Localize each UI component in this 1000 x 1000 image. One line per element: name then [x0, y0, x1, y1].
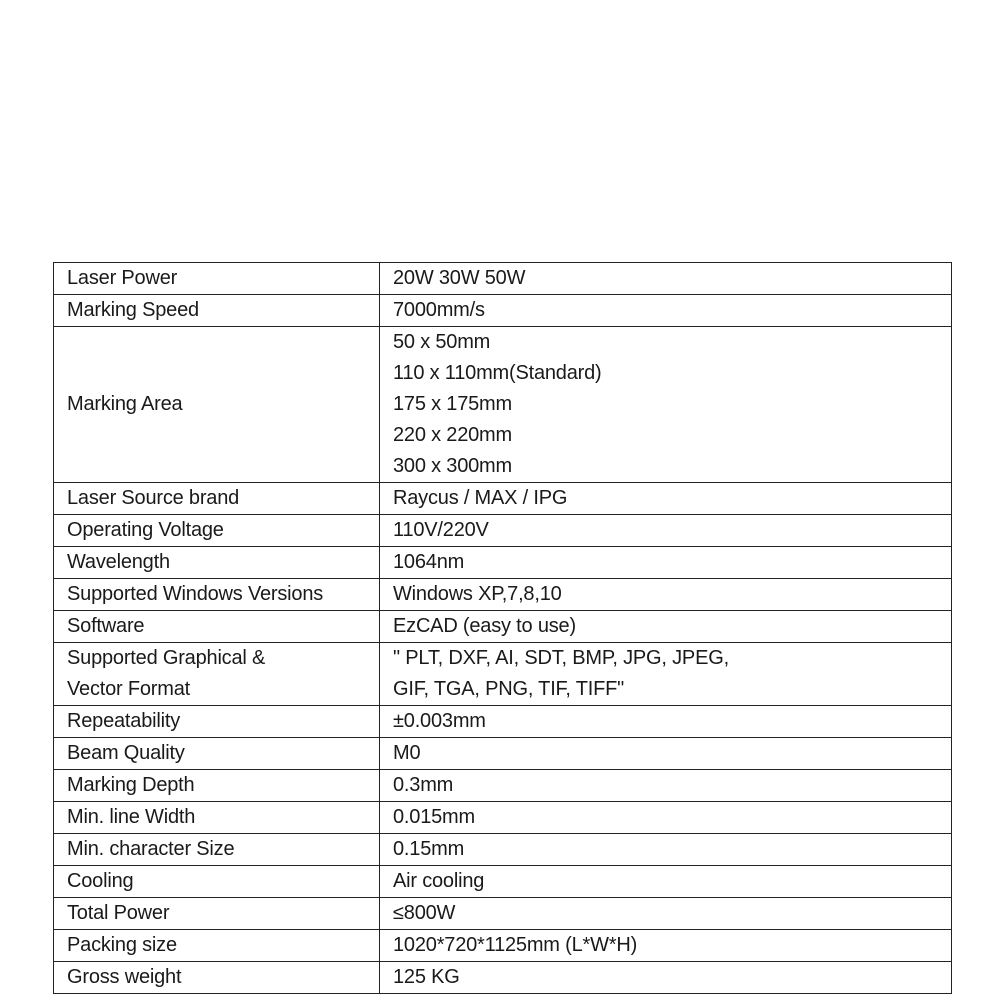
spec-label-cell: [54, 547, 380, 579]
spec-label: Supported Graphical &: [67, 647, 266, 669]
spec-row: [54, 866, 952, 898]
spec-label: Packing size: [67, 934, 177, 956]
spec-row: [54, 802, 952, 834]
spec-value: GIF, TGA, PNG, TIF, TIFF": [393, 678, 625, 700]
spec-value-cell: [380, 579, 952, 611]
spec-value: 50 x 50mm: [393, 331, 491, 353]
spec-value-cell: [380, 930, 952, 962]
spec-value: ≤800W: [393, 902, 456, 924]
spec-value-cell: [380, 295, 952, 327]
spec-label: Software: [67, 615, 145, 637]
spec-value: 1020*720*1125mm (L*W*H): [393, 934, 638, 956]
spec-row: [54, 611, 952, 643]
spec-label: Vector Format: [67, 678, 190, 700]
spec-label: Min. character Size: [67, 838, 235, 860]
spec-row: [54, 738, 952, 770]
spec-label: Beam Quality: [67, 742, 185, 764]
spec-label-cell: [54, 295, 380, 327]
spec-label: Min. line Width: [67, 806, 196, 828]
spec-row: [54, 898, 952, 930]
spec-value: 175 x 175mm: [393, 393, 512, 415]
spec-value: ±0.003mm: [393, 710, 486, 732]
spec-value-cell: [380, 547, 952, 579]
spec-row: [54, 515, 952, 547]
spec-label: Laser Source brand: [67, 487, 240, 509]
spec-row: [54, 547, 952, 579]
spec-value: 0.015mm: [393, 806, 475, 828]
spec-value: Air cooling: [393, 870, 485, 892]
spec-value: Windows XP,7,8,10: [393, 583, 562, 605]
spec-label-cell: [54, 930, 380, 962]
spec-value-cell: [380, 515, 952, 547]
spec-row: [54, 770, 952, 802]
spec-value-cell: [380, 327, 952, 483]
spec-label-cell: [54, 327, 380, 483]
spec-label: Marking Area: [67, 393, 183, 415]
spec-label-cell: [54, 738, 380, 770]
spec-value: 20W 30W 50W: [393, 267, 526, 289]
spec-value-cell: [380, 611, 952, 643]
spec-value-cell: [380, 898, 952, 930]
spec-label: Laser Power: [67, 267, 178, 289]
spec-label: Supported Windows Versions: [67, 583, 324, 605]
spec-label-cell: [54, 962, 380, 994]
spec-value: 300 x 300mm: [393, 455, 512, 477]
spec-value-cell: [380, 706, 952, 738]
spec-row: [54, 327, 952, 483]
spec-table-body: [54, 263, 952, 994]
spec-value: M0: [393, 742, 421, 764]
spec-label-cell: [54, 579, 380, 611]
spec-label-cell: [54, 483, 380, 515]
spec-label: Repeatability: [67, 710, 181, 732]
spec-label: Gross weight: [67, 966, 182, 988]
spec-value-cell: [380, 738, 952, 770]
spec-value-cell: [380, 770, 952, 802]
spec-value: 1064nm: [393, 551, 465, 573]
spec-value-cell: [380, 962, 952, 994]
spec-label-cell: [54, 515, 380, 547]
spec-value-cell: [380, 866, 952, 898]
spec-label-cell: [54, 898, 380, 930]
spec-value: 220 x 220mm: [393, 424, 512, 446]
spec-row: [54, 579, 952, 611]
spec-value: 7000mm/s: [393, 299, 485, 321]
spec-label: Marking Speed: [67, 299, 199, 321]
spec-row: [54, 483, 952, 515]
spec-label-cell: [54, 866, 380, 898]
spec-value-cell: [380, 263, 952, 295]
spec-value-cell: [380, 483, 952, 515]
spec-label: Marking Depth: [67, 774, 195, 796]
spec-row: [54, 834, 952, 866]
spec-label: Operating Voltage: [67, 519, 224, 541]
spec-value-cell: [380, 834, 952, 866]
spec-row: [54, 930, 952, 962]
spec-label-cell: [54, 263, 380, 295]
spec-label-cell: [54, 770, 380, 802]
spec-value: 0.15mm: [393, 838, 465, 860]
spec-row: [54, 263, 952, 295]
spec-value: Raycus / MAX / IPG: [393, 487, 568, 509]
spec-value: 0.3mm: [393, 774, 454, 796]
spec-label-cell: [54, 611, 380, 643]
spec-value-cell: [380, 643, 952, 706]
spec-value: 110V/220V: [393, 519, 489, 541]
spec-row: [54, 706, 952, 738]
spec-table: [53, 262, 952, 994]
spec-label: Wavelength: [67, 551, 170, 573]
spec-label: Total Power: [67, 902, 170, 924]
spec-value-cell: [380, 802, 952, 834]
spec-label-cell: [54, 834, 380, 866]
spec-label-cell: [54, 802, 380, 834]
spec-value: " PLT, DXF, AI, SDT, BMP, JPG, JPEG,: [393, 647, 729, 669]
spec-value: 110 x 110mm(Standard): [393, 362, 602, 384]
spec-value: 125 KG: [393, 966, 460, 988]
spec-value: EzCAD (easy to use): [393, 615, 576, 637]
spec-row: [54, 962, 952, 994]
spec-label-cell: [54, 706, 380, 738]
spec-row: [54, 643, 952, 706]
spec-row: [54, 295, 952, 327]
spec-label: Cooling: [67, 870, 134, 892]
spec-label-cell: [54, 643, 380, 706]
